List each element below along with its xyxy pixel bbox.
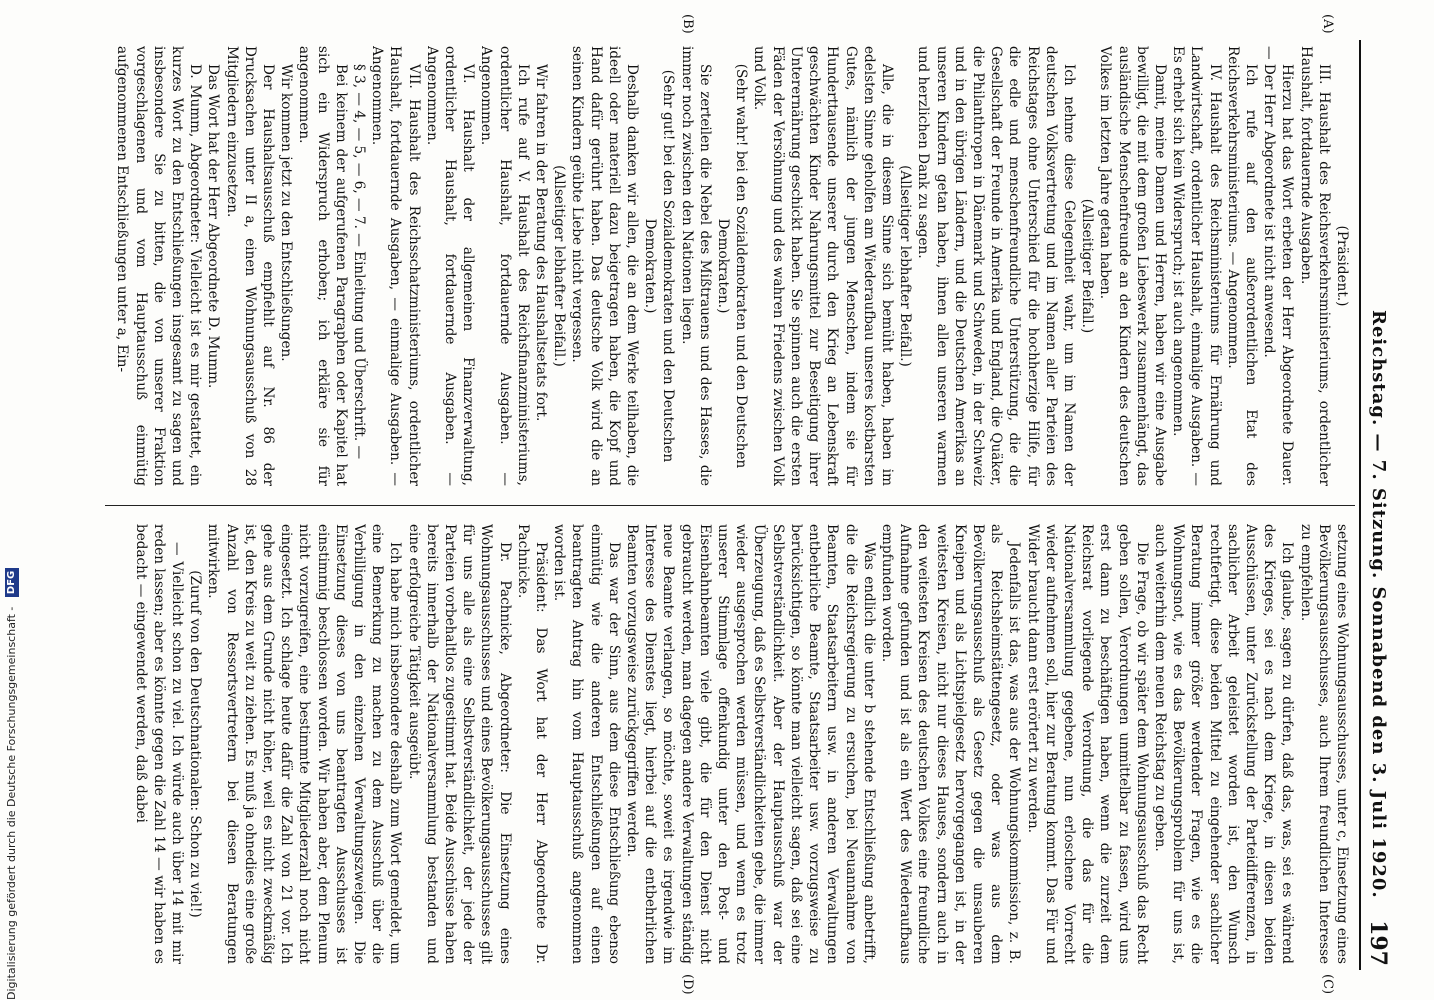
interjection: (Allseitiger Beifall.) [1079,198,1096,334]
paragraph: Alle, die in diesem Sinne sich bemüht haben, haben im edelsten Sinne geholfen am Wiederaufbau unseres kostbarsten Gutes, nämlich der jungen Menschen, indem sie für Hunderttausende unserer durch den Krieg an Lebenskraft geschwächten Kinder Nahrungsmittel zur Beseitigung ihrer Unterernährung geschickt haben. Sie spinnen auch die ersten Fäden der Versöhnung und des wahren Friedens zwischen Volk und Volk. [751,46,895,486]
interjection: (Allseitiger lebhafter Beifall.) [551,165,568,367]
running-header [1359,40,1395,970]
paragraph: Damit, meine Damen und Herren, haben wir eine Ausgabe bewilligt, die mit dem großen Liebeswerk zusammenhängt, das ausländische Menschenfreunde an den Kindern des deutschen Volkes im letzten Jahre getan haben. [1097,46,1168,486]
running-title: Reichstag. — 7. Sitzung. Sonnabend den 3. Juli 1920. [1368,310,1389,899]
paragraph: Ich habe mich insbesondere deshalb zum Wort gemeldet, um eine Bemerkung zu machen zu dem Ausschuß über die Verbilligung in den einzelnen Verwaltungszweigen. Die Einsetzung dieses von uns beantragten Ausschusses ist einstimmig beschlossen worden. Wir haben aber, dem Plenum nicht vorzugreifen, eine bestimmte Mitgliederzahl noch nicht eingesetzt. Ich schlage heute dafür die Zahl von 21 vor. Ich gehe aus dem Grunde nicht höher, weil es nicht zweckmäßig ist, den Kreis zu weit zu ziehen. Es muß ja ohnedies eine große Anzahl von Ressortsvertretern bei diesen Beratungen mitwirken. [205,524,404,964]
interjection: (Zuruf von den Deutschnationalen: Schon zu viel!) [187,570,204,918]
interjection: (Sehr wahr! bei den Sozialdemokraten und den Deutschen Demokraten.) [715,63,750,469]
paragraph: D. Mumm, Abgeordneter: Vielleicht ist es mir gestattet, ein kurzes Wort zu den Entschließungen insgesamt zu sagen und insbesondere Sie zu bitten, die von unserer Fraktion vorgeschlagenen und vom Hauptausschuß einmütig aufgenommenen Entschließungen unter a, Ein- [114,46,204,486]
paragraph: — Vielleicht schon zu viel. Ich würde auch über 14 mit mir reden lassen; aber es könnte gegen die Zahl 14 — wir haben es bedacht — eingewendet werden, daß dabei [132,524,185,964]
document-page [95,14,1395,995]
paragraph: Dr. Pachnicke, Abgeordneter: Die Einsetzung eines Wohnungsausschusses und eines Bevölkerungsausschusses gilt für uns alle als eine Selbstverständlichkeit, der jede der Parteien vorbehaltlos zugestimmt hat. Beide Ausschüsse haben bereits innerhalb der Nationalversammlung bestanden und eine erfolgreiche Tätigkeit ausgeübt. [405,524,513,964]
paragraph: III. Haushalt des Reichsverkehrsministeriums, ordentlicher Haushalt, fortdauernde Ausgaben. [1297,46,1332,486]
margin-mark-c: (C) [1320,974,1335,995]
paragraph: setzung eines Wohnungsausschusses, unter c, Einsetzung eines Bevölkerungsausschusses, auch Ihrem freundlichen Interesse zu empfehlen. [1297,524,1350,964]
paragraph: VII. Haushalt des Reichsschatzministeriums, ordentlicher Haushalt, fortdauernde Ausgaben, — einmalige Ausgaben. — Angenommen. [369,46,422,486]
paragraph: Hierzu hat das Wort erbeten der Herr Abgeordnete Dauer. — Der Herr Abgeordnete ist nicht anwesend. [1261,46,1296,486]
paragraph: Ich glaube, sagen zu dürfen, daß das, was, sei es während des Krieges, sei es nach dem Kriege, in diesen beiden Ausschüssen, unter Zurückstellung der Parteidifferenzen, in sachlicher Arbeit geleistet worden ist, den Wunsch rechtfertigt, diese beiden Mittel zu eingehender sachlicher Beratung immer größer werdender Fragen, wie es die Wohnungsnot, wie es das Bevölkerungsproblem für uns ist, auch weiterhin dem neuen Reichstag zu geben. [1151,524,1296,964]
column-divider [105,505,1355,506]
margin-mark-a: (A) [1320,14,1335,34]
paragraph: Sie zerteilen die Nebel des Mißtrauens und des Hasses, die immer noch zwischen den Nationen liegen. [678,46,713,486]
paragraph: Das Wort hat der Herr Abgeordnete D. Mumm. [205,64,222,389]
paragraph: Jedenfalls ist das, was aus der Wohnungskommission, z. B. als Reichsheimstättengesetz, oder was aus dem Bevölkerungsausschuß als Gesetz gegen die unsauberen Kneipen und als Lichtspielgesetz hervorgegangen ist, in der weitesten Kreisen, nicht nur dieses Hauses, sondern auch in den weitesten Kreisen des deutschen Volkes eine freundliche Aufnahme gefunden und ist als ein Wert des Wiederaufbaus empfunden worden. [878,524,1023,964]
paragraph: Der Haushaltsausschuß empfiehlt auf Nr. 86 der Drucksachen unter II a, einen Wohnungsausschuß von 28 Mitgliedern einzusetzen. [223,46,277,486]
page-number: 197 [1365,920,1391,966]
paragraph: Präsident: Das Wort hat der Herr Abgeordnete Dr. Pachnicke. [514,524,550,964]
margin-mark-b: (B) [680,14,695,34]
paragraph: Deshalb danken wir allen, die an dem Werke teilhaben, die ideell oder materiell dazu beigetragen haben, die Kopf und Hand dafür gerührt haben. Das deutsche Volk wird die an seinen Kindern geübte Liebe nicht vergessen. [569,46,641,486]
interjection: (Allseitiger lebhafter Beifall.) [897,165,914,367]
dfg-logo: DFG [5,568,19,597]
credit-text: Digitalisierung gefördert durch die Deutsche Forschungsgemeinschaft - [5,606,18,1000]
paragraph: Die Frage, ob wir später dem Wohnungsausschuß das Recht geben sollen, Verordnungen unmittelbar zu fassen, wird uns erst dann zu beschäftigen haben, wenn die zurzeit dem Reichsrat vorliegende Verordnung, die das für die Nationalversammlung gegebene, nun erloschene Vorrecht wieder aufnehmen soll, hier zur Beratung kommt. Das Für und Wider braucht dann erst erörtert zu werden. [1024,524,1150,964]
paragraph: Ich rufe auf den außerordentlichen Etat des Reichsverkehrsministeriums. — Angenommen. [1224,46,1259,486]
paragraph: Ich nehme diese Gelegenheit wahr, um im Namen der deutschen Volksvertretung und im Namen aller Parteien des Reichstages ohne Unterschied für die hochherzige Hilfe, für die edle und menschenfreundliche Unterstützung, die die Gesellschaft der Freunde in Amerika und England, die Quäker, die Philanthropen in Dänemark und Schweden, in der Schweiz und in den übrigen Ländern, und die Deutschen Amerikas an unseren Kindern getan haben, ihnen allen unseren warmen und herzlichen Dank zu sagen. [915,46,1077,486]
right-column [111,524,1351,964]
paragraph: IV. Haushalt des Reichsministeriums für Ernährung und Landwirtschaft, ordentlicher Haushalt, einmalige Ausgaben. — Es erhebt sich kein Widerspruch; ist auch angenommen. [1170,46,1223,486]
paragraph: Bei keinem der aufgerufenen Paragraphen oder Kapitel hat sich ein Widerspruch erhoben; ich erkläre sie für angenommen. [296,46,349,486]
digitization-credit [2,0,22,1000]
paragraph: § 3, — 4, — 5, — 6, — 7. — Einleitung und Überschrift. — [351,64,368,460]
paragraph: Was endlich die unter b stehende Entschließung anbetrifft, die die Reichsregierung zu ersuchen, bei Neuannahme von Beamten, Staatsarbeitern usw. in anderen Verwaltungen entbehrliche Beamte, Staatsarbeiter usw. vorzugsweise zu berücksichtigen, so könnte man vielleicht sagen, daß sei eine Selbstverständlichkeit. Aber der Hauptausschuß war der Überzeugung, daß es Selbstverständlichkeiten gebe, die immer wieder ausgesprochen werden müssen, und wenn es trotz unserer Stimmlage offenkundig unter den Post- und Eisenbahnbeamten viele gibt, die für den Dienst nicht gebraucht werden, man dagegen andere Verwaltungen ständig neue Beamte verlangen, so möchte, soweit es irgendwie im Interesse des Dienstes liegt, hierbei auf die entbehrlichen Beamten vorzugsweise zurückgegriffen werden. [624,524,877,964]
speaker-note: (Präsident.) [1334,225,1350,307]
paragraph: Ich rufe auf V. Haushalt des Reichsfinanzministeriums, ordentlicher Haushalt, fortdauernde Ausgaben. — Angenommen. [478,46,531,486]
margin-mark-d: (D) [680,974,695,995]
interjection: (Sehr gut! bei den Sozialdemokraten und den Deutschen Demokraten.) [642,69,677,463]
left-column [111,46,1351,486]
paragraph: Wir kommen jetzt zu den Entschließungen. [278,64,295,362]
paragraph: Das war der Sinn, aus dem diese Entschließung ebenso einmütig wie die anderen Entschließungen auf einen beantragten Antrag hin vom Hauptausschuß angenommen worden ist. [551,524,622,964]
paragraph: Wir fahren in der Beratung des Haushaltsetats fort. [533,64,550,422]
paragraph: VI. Haushalt der allgemeinen Finanzverwaltung, ordentlicher Haushalt, fortdauernde Ausgaben. — Angenommen. [423,46,477,486]
